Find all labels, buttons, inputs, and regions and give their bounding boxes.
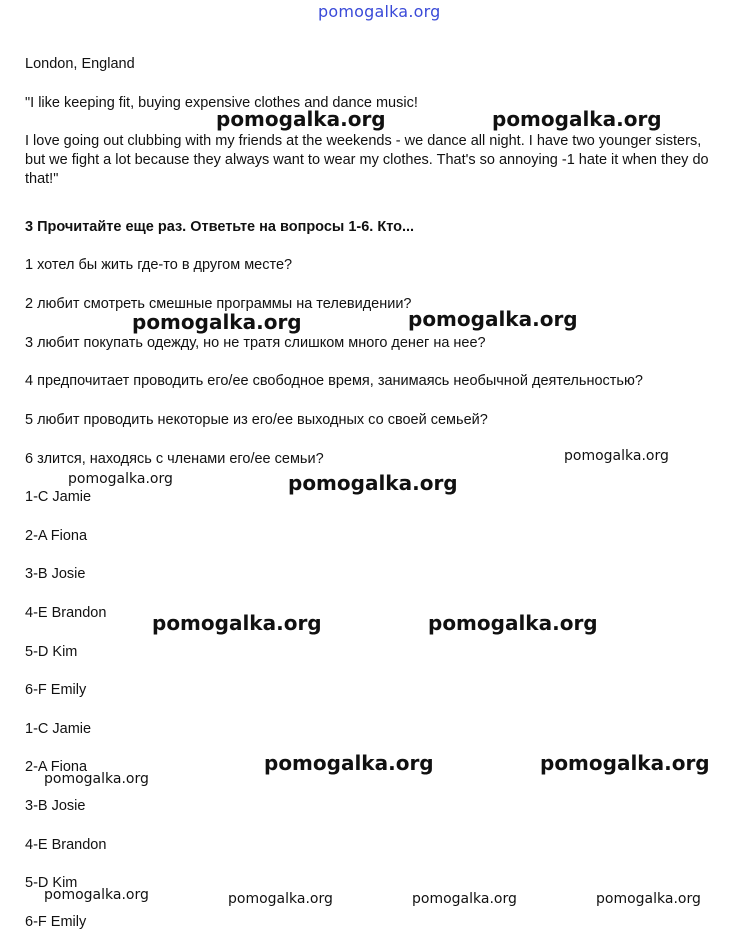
- watermark: pomogalka.org: [44, 887, 149, 903]
- watermark: pomogalka.org: [132, 310, 302, 334]
- answer-second-1: 1-C Jamie: [25, 721, 92, 737]
- header-site-link[interactable]: pomogalka.org: [318, 2, 441, 21]
- watermark: pomogalka.org: [564, 448, 669, 464]
- question-6: 6 злится, находясь с членами его/ее семьи?: [25, 451, 324, 467]
- watermark: pomogalka.org: [152, 611, 322, 635]
- answer-second-4: 4-E Brandon: [25, 837, 107, 853]
- answer-first-6: 6-F Emily: [25, 682, 87, 698]
- answer-first-5: 5-D Kim: [25, 644, 78, 660]
- question-4: 4 предпочитает проводить его/ее свободное время, занимаясь необычной деятельностью?: [25, 373, 643, 389]
- answer-first-4: 4-E Brandon: [25, 605, 107, 621]
- answer-second-3: 3-B Josie: [25, 798, 86, 814]
- watermark: pomogalka.org: [596, 891, 701, 907]
- question-2: 2 любит смотреть смешные программы на телевидении?: [25, 296, 412, 312]
- watermark: pomogalka.org: [408, 307, 578, 331]
- question-5: 5 любит проводить некоторые из его/ее выходных со своей семьей?: [25, 412, 488, 428]
- question-3: 3 любит покупать одежду, но не тратя слишком много денег на нее?: [25, 335, 486, 351]
- answer-second-6: 6-F Emily: [25, 914, 87, 930]
- watermark: pomogalka.org: [216, 107, 386, 131]
- watermark: pomogalka.org: [428, 611, 598, 635]
- quote-first-line: "I like keeping fit, buying expensive clothes and dance music!: [25, 95, 418, 111]
- quote-paragraph: I love going out clubbing with my friends at the weekends - we dance all night. I have two younger sisters, but we fight a lot because they always want to wear my clothes. That's so annoying -1 hate it when they do that!": [25, 133, 709, 187]
- answer-first-2: 2-A Fiona: [25, 528, 88, 544]
- question-1: 1 хотел бы жить где-то в другом месте?: [25, 257, 293, 273]
- answer-first-3: 3-B Josie: [25, 566, 86, 582]
- answer-first-1: 1-C Jamie: [25, 489, 92, 505]
- watermark: pomogalka.org: [412, 891, 517, 907]
- answer-second-5: 5-D Kim: [25, 875, 78, 891]
- watermark: pomogalka.org: [228, 891, 333, 907]
- watermark: pomogalka.org: [540, 751, 710, 775]
- watermark: pomogalka.org: [68, 471, 173, 487]
- watermark: pomogalka.org: [264, 751, 434, 775]
- watermark: pomogalka.org: [44, 771, 149, 787]
- watermark: pomogalka.org: [288, 471, 458, 495]
- answer-second-2: 2-A Fiona: [25, 759, 88, 775]
- watermark: pomogalka.org: [492, 107, 662, 131]
- location-line: London, England: [25, 56, 135, 72]
- task-heading: 3 Прочитайте еще раз. Ответьте на вопросы 1-6. Кто...: [25, 219, 415, 235]
